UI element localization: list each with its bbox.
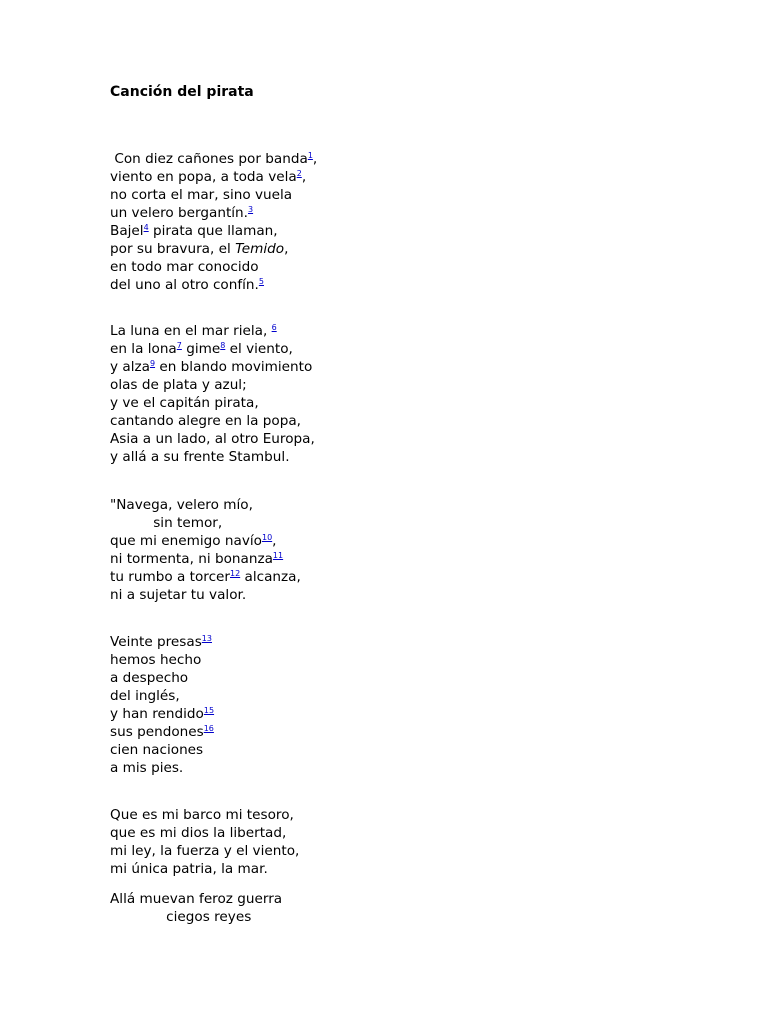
- line-text: ni tormenta, ni bonanza: [110, 551, 273, 567]
- line-text: gime: [181, 341, 221, 357]
- poem-line: [110, 204, 317, 222]
- stanza-6: [110, 890, 282, 926]
- poem-line: [110, 806, 299, 824]
- poem-line: [110, 322, 315, 340]
- line-text: sus pendones: [110, 724, 204, 740]
- stanza-1: [110, 150, 317, 294]
- line-text: olas de plata y azul;: [110, 377, 247, 393]
- poem-line: [110, 258, 317, 276]
- footnote-link[interactable]: 5: [258, 277, 264, 286]
- line-text: un velero bergantín.: [110, 205, 248, 221]
- poem-line: [110, 824, 299, 842]
- stanza-2: [110, 322, 315, 466]
- footnote-link[interactable]: 3: [248, 205, 254, 214]
- line-text: que es mi dios la libertad,: [110, 825, 287, 841]
- line-text: en todo mar conocido: [110, 259, 259, 275]
- line-text: no corta el mar, sino vuela: [110, 187, 293, 203]
- poem-line: [110, 358, 315, 376]
- line-text: a mis pies.: [110, 760, 184, 776]
- line-text: que mi enemigo navío: [110, 533, 262, 549]
- line-text: La luna en el mar riela,: [110, 323, 272, 339]
- line-text: Que es mi barco mi tesoro,: [110, 807, 294, 823]
- poem-line: [110, 340, 315, 358]
- line-text: ni a sujetar tu valor.: [110, 587, 247, 603]
- poem-line: [110, 723, 214, 741]
- footnote-link[interactable]: 7: [176, 341, 182, 350]
- line-text: en blando movimiento: [155, 359, 313, 375]
- line-text: ,: [272, 533, 277, 549]
- poem-title: Canción del pirata: [110, 84, 254, 100]
- line-text: y alza: [110, 359, 150, 375]
- poem-line: [110, 651, 214, 669]
- poem-line: [110, 669, 214, 687]
- stanza-5: [110, 806, 299, 878]
- line-text: el viento,: [225, 341, 293, 357]
- footnote-link[interactable]: 10: [261, 533, 273, 542]
- stanza-4: [110, 633, 214, 777]
- line-text: y ve el capitán pirata,: [110, 395, 259, 411]
- line-text: cantando alegre en la popa,: [110, 413, 301, 429]
- line-text: en la lona: [110, 341, 177, 357]
- poem-line: [110, 222, 317, 240]
- poem-line: [110, 412, 315, 430]
- poem-line: [110, 860, 299, 878]
- poem-line: [110, 890, 282, 908]
- poem-line: [110, 633, 214, 651]
- poem-line: [110, 568, 301, 586]
- poem-line: [110, 514, 301, 532]
- line-text: sin temor,: [110, 515, 223, 531]
- line-text: del uno al otro confín.: [110, 277, 259, 293]
- poem-line: [110, 586, 301, 604]
- poem-line: [110, 741, 214, 759]
- footnote-link[interactable]: 6: [271, 323, 277, 332]
- line-text: pirata que llaman,: [148, 223, 278, 239]
- line-text: cien naciones: [110, 742, 204, 758]
- line-text: alcanza,: [240, 569, 301, 585]
- line-text: y allá a su frente Stambul.: [110, 449, 290, 465]
- footnote-link[interactable]: 8: [220, 341, 226, 350]
- line-text: mi ley, la fuerza y el viento,: [110, 843, 300, 859]
- line-text: tu rumbo a torcer: [110, 569, 230, 585]
- footnote-link[interactable]: 1: [307, 151, 313, 160]
- poem-line: [110, 394, 315, 412]
- poem-line: [110, 550, 301, 568]
- stanza-3: [110, 496, 301, 604]
- document-page: [110, 0, 730, 1024]
- poem-line: [110, 376, 315, 394]
- poem-line: [110, 448, 315, 466]
- line-text: hemos hecho: [110, 652, 202, 668]
- poem-line: [110, 430, 315, 448]
- line-text: ,: [284, 241, 289, 257]
- poem-line: [110, 759, 214, 777]
- poem-line: [110, 532, 301, 550]
- poem-line: [110, 150, 317, 168]
- line-text: ciegos reyes: [110, 909, 252, 925]
- footnote-link[interactable]: 12: [230, 569, 241, 578]
- footnote-link[interactable]: 9: [149, 359, 156, 368]
- line-text: Bajel: [110, 223, 144, 239]
- line-text: Asia a un lado, al otro Europa,: [110, 431, 315, 447]
- line-text: mi única patria, la mar.: [110, 861, 268, 877]
- poem-line: [110, 705, 214, 723]
- line-text: "Navega, velero mío,: [110, 497, 253, 513]
- footnote-link[interactable]: 11: [272, 551, 284, 560]
- line-text: viento en popa, a toda vela: [110, 169, 297, 185]
- line-text: Allá muevan feroz guerra: [110, 891, 283, 907]
- footnote-link[interactable]: 13: [201, 634, 212, 643]
- line-text-italic: Temido: [235, 241, 285, 257]
- line-text: a despecho: [110, 670, 189, 686]
- line-text: por su bravura, el: [110, 241, 236, 257]
- poem-line: [110, 496, 301, 514]
- poem-line: [110, 908, 282, 926]
- poem-line: [110, 687, 214, 705]
- line-text: del inglés,: [110, 688, 180, 704]
- footnote-link[interactable]: 16: [203, 724, 214, 733]
- poem-line: [110, 276, 317, 294]
- poem-line: [110, 186, 317, 204]
- line-text: ,: [301, 169, 307, 185]
- poem-line: [110, 842, 299, 860]
- footnote-link[interactable]: 2: [296, 169, 302, 178]
- line-text: Veinte presas: [110, 634, 202, 650]
- line-text: y han rendido: [110, 706, 204, 722]
- footnote-link[interactable]: 15: [203, 706, 215, 715]
- line-text: Con diez cañones por banda: [110, 151, 308, 167]
- footnote-link[interactable]: 4: [143, 223, 149, 232]
- line-text: ,: [312, 151, 318, 167]
- poem-line: [110, 240, 317, 258]
- poem-line: [110, 168, 317, 186]
